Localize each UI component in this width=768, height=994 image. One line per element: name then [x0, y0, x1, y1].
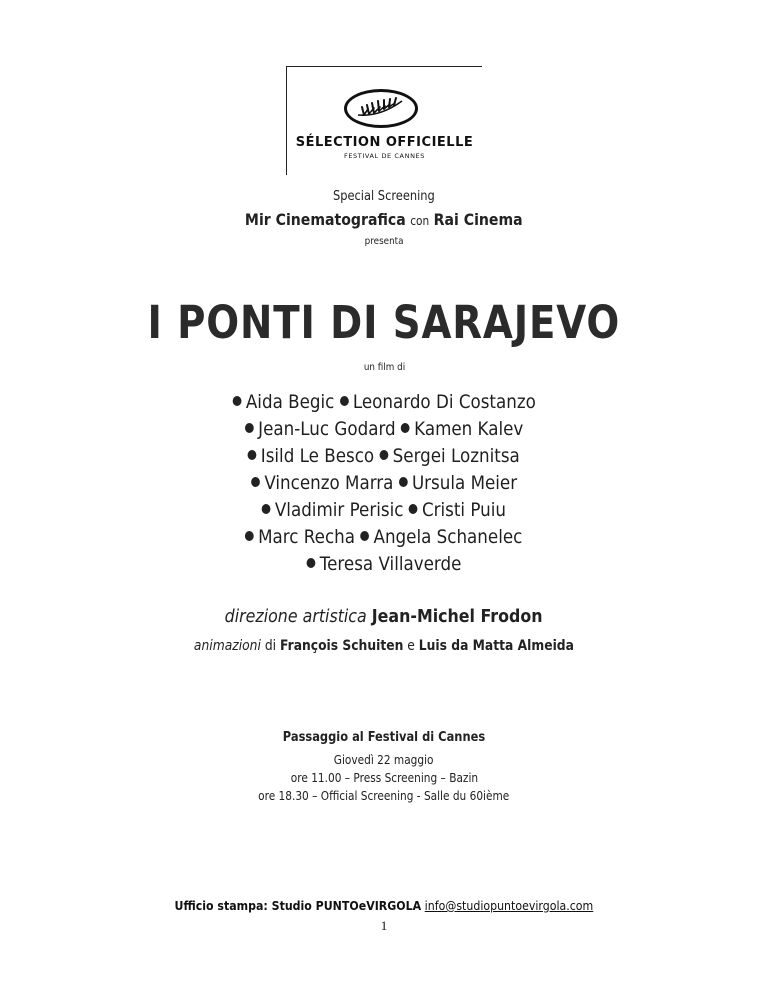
bullet-icon — [409, 504, 418, 514]
animator-2: Luis da Matta Almeida — [418, 638, 575, 654]
directors-list — [0, 389, 768, 578]
producer-1: Mir Cinematografica — [245, 210, 406, 229]
director-name: Leonardo Di Costanzo — [352, 391, 536, 413]
producer-connector: con — [410, 214, 430, 228]
artistic-direction-label: direzione artistica — [225, 606, 368, 627]
director-name: Aida Begic — [245, 391, 335, 413]
animation-label: animazioni — [193, 638, 261, 654]
directors-row — [0, 524, 768, 551]
director-name: Teresa Villaverde — [319, 553, 462, 575]
producer-2: Rai Cinema — [433, 210, 523, 229]
film-title-wrapper — [0, 296, 768, 349]
artistic-director-name: Jean-Michel Frodon — [372, 606, 543, 627]
presents-label: presenta — [364, 236, 404, 247]
directors-row — [0, 470, 768, 497]
directors-row — [0, 443, 768, 470]
logo-text-festival: FESTIVAL DE CANNES — [344, 152, 425, 160]
directors-row — [0, 389, 768, 416]
bullet-icon — [251, 477, 260, 487]
artistic-direction-line — [0, 606, 768, 627]
animation-line — [0, 638, 768, 654]
film-by-label: un film di — [363, 362, 405, 373]
producers-line — [0, 210, 768, 229]
bullet-icon — [380, 450, 389, 460]
bullet-icon — [232, 396, 241, 406]
director-name: Vincenzo Marra — [264, 472, 394, 494]
director-name: Isild Le Besco — [261, 445, 375, 467]
director-name: Cristi Puiu — [422, 499, 507, 521]
directors-row — [0, 497, 768, 524]
animation-di: di — [264, 638, 277, 654]
screenings-heading: Passaggio al Festival di Cannes — [282, 730, 486, 745]
director-name: Sergei Loznitsa — [392, 445, 521, 467]
directors-row — [0, 416, 768, 443]
press-office-label: Ufficio stampa: Studio PUNTOeVIRGOLA — [174, 898, 422, 913]
section-label: Special Screening — [333, 189, 435, 204]
bullet-icon — [361, 531, 370, 541]
director-name: Vladimir Perisic — [275, 499, 404, 521]
director-name: Marc Recha — [258, 526, 356, 548]
press-email-link[interactable]: info@studiopuntoevirgola.com — [424, 898, 594, 913]
film-title: I PONTI DI SARAJEVO — [147, 296, 621, 349]
page-number: 1 — [380, 918, 388, 933]
press-office-line — [0, 898, 768, 913]
screening-time-2: ore 18.30 – Official Screening - Salle du 60ième — [258, 789, 510, 803]
screening-date: Giovedì 22 maggio — [334, 753, 434, 767]
screening-time-1: ore 11.00 – Press Screening – Bazin — [290, 771, 478, 785]
bullet-icon — [248, 450, 257, 460]
palme-d-or-icon — [344, 89, 418, 128]
director-name: Kamen Kalev — [414, 418, 524, 440]
bullet-icon — [245, 531, 254, 541]
director-name: Ursula Meier — [411, 472, 517, 494]
director-name: Jean-Luc Godard — [258, 418, 396, 440]
director-name: Angela Schanelec — [373, 526, 523, 548]
bullet-icon — [262, 504, 271, 514]
bullet-icon — [399, 477, 408, 487]
bullet-icon — [245, 423, 254, 433]
animator-and: e — [407, 638, 415, 654]
animator-1: François Schuiten — [280, 638, 404, 654]
logo-text-selection: SÉLECTION OFFICIELLE — [295, 135, 474, 150]
bullet-icon — [339, 396, 348, 406]
bullet-icon — [307, 558, 316, 568]
directors-row — [0, 551, 768, 578]
bullet-icon — [401, 423, 410, 433]
selection-officielle-logo — [286, 66, 482, 175]
